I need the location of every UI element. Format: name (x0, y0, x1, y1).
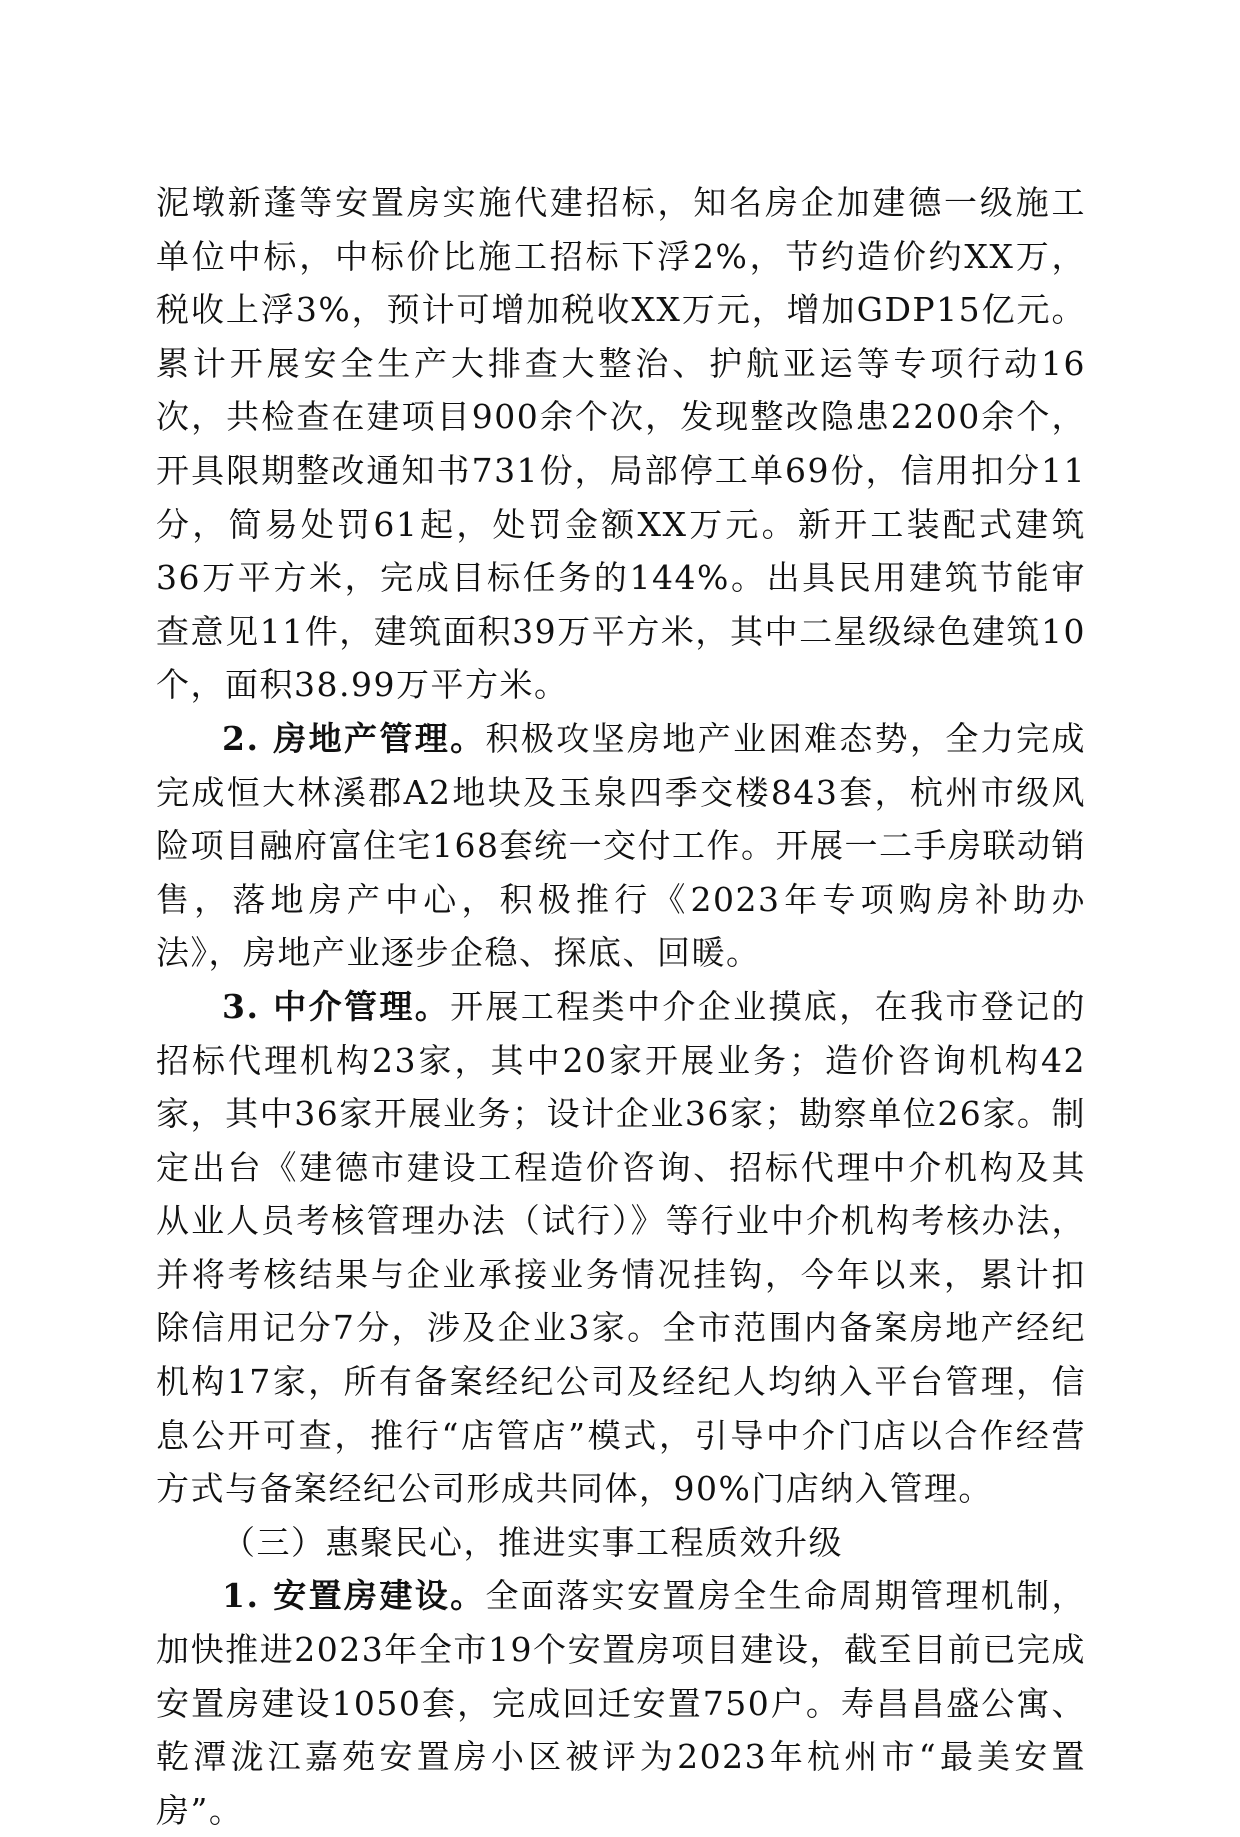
heading-intermediary: 3. 中介管理。 (222, 986, 451, 1026)
text-intermediary: 开展工程类中介企业摸底，在我市登记的招标代理机构23家，其中20家开展业务；造价咨询机构42家，其中36家开展业务；设计企业36家；勘察单位26家。制定出台《建德市建设工程造价咨询、招标代理中介机构及其从业人员考核管理办法（试行）》等行业中介机构考核办法，并将考核结果与企业承接业务情况挂钩，今年以来，累计扣除信用记分7分，涉及企业3家。全市范围内备案房地产经纪机构17家，所有备案经纪公司及经纪人均纳入平台管理，信息公开可查，推行“店管店”模式，引导中介门店以合作经营方式与备案经纪公司形成共同体，90%门店纳入管理。 (156, 986, 1086, 1509)
paragraph-construction-summary: 泥墩新蓬等安置房实施代建招标，知名房企加建德一级施工单位中标，中标价比施工招标下浮2%，节约造价约XX万，税收上浮3%，预计可增加税收XX万元，增加GDP15亿元。累计开展安全生产大排查大整治、护航亚运等专项行动16次，共检查在建项目900余个次，发现整改隐患2200余个，开具限期整改通知书731份，局部停工单69份，信用扣分11分，简易处罚61起，处罚金额XX万元。新开工装配式建筑36万平方米，完成目标任务的144%。出具民用建筑节能审查意见11件，建筑面积39万平方米，其中二星级绿色建筑10个，面积38.99万平方米。 (156, 183, 1086, 705)
heading-real-estate: 2. 房地产管理。 (222, 718, 486, 758)
paragraph-real-estate (156, 712, 1086, 980)
text-real-estate: 积极攻坚房地产业困难态势，全力完成完成恒大林溪郡A2地块及玉泉四季交楼843套，杭州市级风险项目融府富住宅168套统一交付工作。开展一二手房联动销售，落地房产中心，积极推行《2023年专项购房补助办法》，房地产业逐步企稳、探底、回暖。 (156, 718, 1086, 973)
heading-resettlement-housing: 1. 安置房建设。 (222, 1576, 486, 1616)
paragraph-intermediary (156, 980, 1086, 1516)
document-page (156, 176, 1086, 1837)
section-heading-three: （三）惠聚民心，推进实事工程质效升级 (222, 1522, 843, 1562)
text-resettlement-housing: 全面落实安置房全生命周期管理机制，加快推进2023年全市19个安置房项目建设，截至目前已完成安置房建设1050套，完成回迁安置750户。寿昌昌盛公寓、乾潭泷江嘉苑安置房小区被评为2023年杭州市“最美安置房”。 (156, 1576, 1086, 1830)
paragraph-resettlement-housing (156, 1569, 1086, 1837)
